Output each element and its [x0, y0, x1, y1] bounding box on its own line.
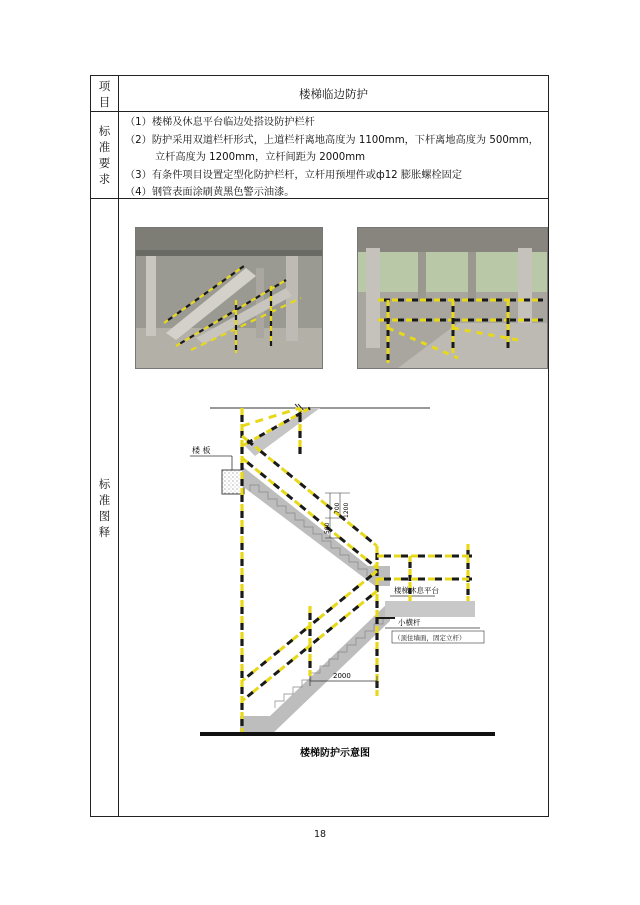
rest-platform-label: 楼梯休息平台 [394, 586, 439, 595]
page-number: 18 [313, 829, 327, 840]
requirement-item: （2）防护采用双道栏杆形式，上道栏杆离地高度为 1100mm，下杆离地高度为 500mm， [125, 134, 539, 146]
small-bar-label: 小横杆 [398, 618, 421, 627]
row-divider [91, 111, 548, 112]
requirement-item: 立杆高度为 1200mm，立杆间距为 2000mm [155, 152, 366, 163]
requirement-item: （4）钢管表面涂刷黄黑色警示油漆。 [125, 187, 295, 198]
stair-railing-photo-2 [357, 227, 548, 369]
header-label: 项 目 [98, 78, 111, 109]
dim-2000: 2000 [333, 672, 351, 680]
requirements-list [125, 114, 544, 202]
dim-1200: 1200 [343, 502, 350, 518]
stair-railing-photo-1 [135, 227, 323, 369]
small-bar-note: （顶住墙面，固定立杆） [394, 634, 466, 642]
requirement-item: （1）楼梯及休息平台临边处搭设防护栏杆 [125, 117, 315, 128]
upper-stair-flight [242, 466, 390, 586]
requirements-label: 标 准 要 求 [98, 124, 111, 186]
rest-platform [385, 601, 475, 617]
floor-slab-label: 楼 板 [192, 446, 211, 455]
dim-700: 700 [334, 502, 341, 514]
ground-line [200, 732, 495, 736]
dim-500: 500 [324, 522, 331, 534]
figure-label: 标 准 图 释 [98, 477, 111, 539]
stair-protection-diagram [180, 396, 500, 766]
page-title: 楼梯临边防护 [299, 86, 368, 101]
requirement-item: （3）有条件项目设置定型化防护栏杆，立杆用预埋件或ф12 膨胀螺栓固定 [125, 169, 463, 181]
diagram-caption: 楼梯防护示意图 [300, 748, 370, 759]
column-divider [118, 76, 119, 816]
